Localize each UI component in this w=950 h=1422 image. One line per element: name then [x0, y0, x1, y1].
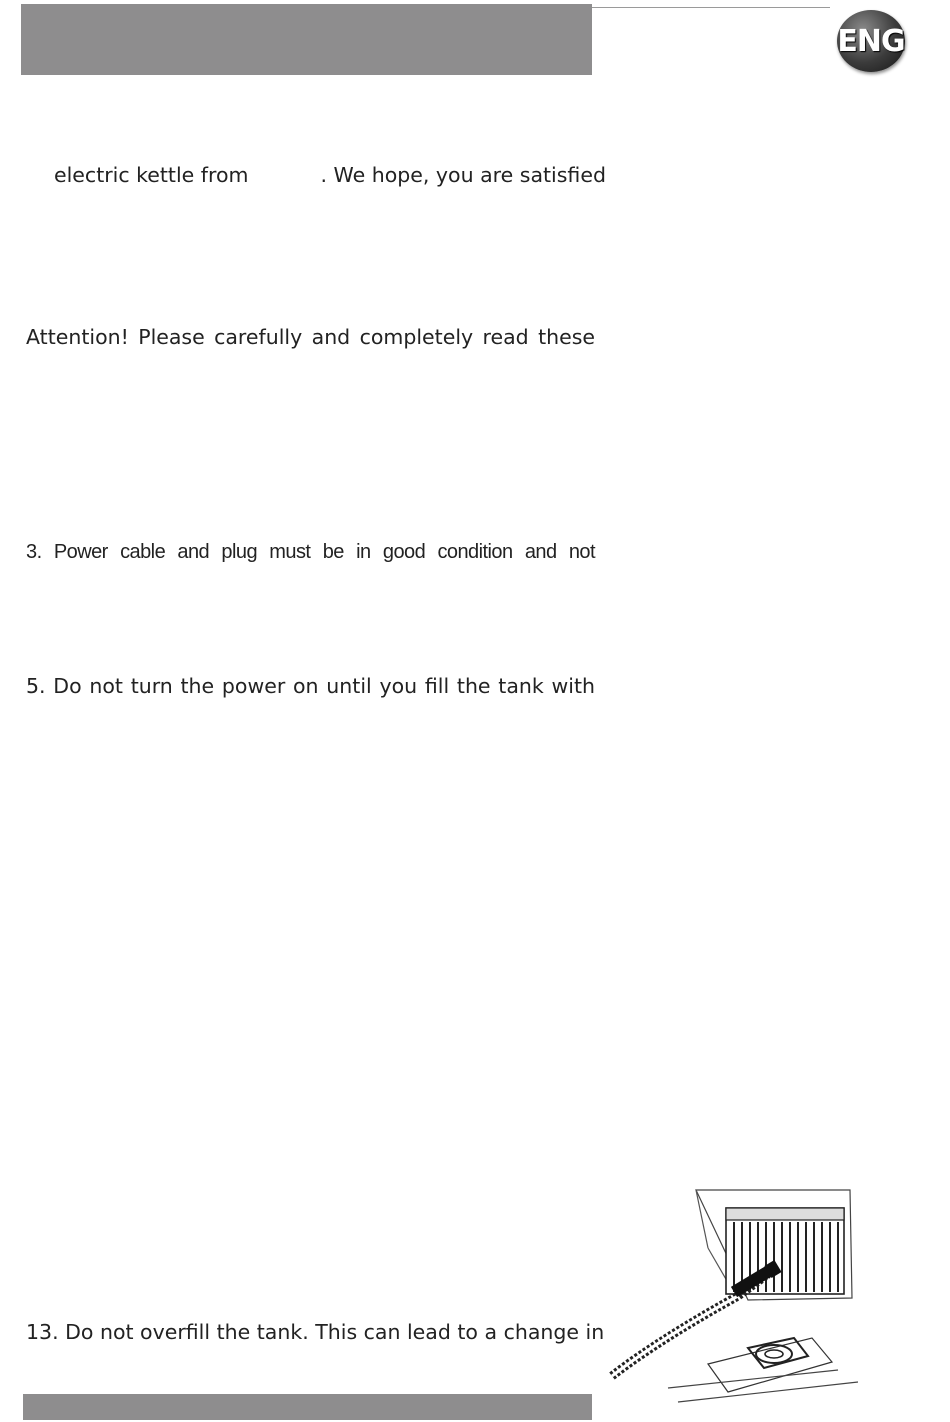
header-bar	[21, 4, 592, 75]
language-badge-label: ENG	[837, 24, 905, 59]
intro-line	[54, 163, 606, 187]
instruction-item-13: 13. Do not overfill the tank. This can lead to a change in	[26, 1320, 605, 1344]
attention-line: Attention! Please carefully and completely read these	[26, 325, 595, 349]
instruction-item-3: 3. Power cable and plug must be in good condition and not	[26, 541, 595, 563]
intro-text-end: . We hope, you are satisfied	[320, 163, 606, 187]
intro-text-start: electric kettle from	[54, 163, 249, 187]
kettle-on-stove-illustration	[608, 1188, 890, 1408]
footer-bar	[23, 1394, 592, 1420]
top-rule	[592, 7, 830, 8]
language-badge	[837, 10, 905, 72]
instruction-item-5: 5. Do not turn the power on until you fill the tank with	[26, 674, 595, 698]
